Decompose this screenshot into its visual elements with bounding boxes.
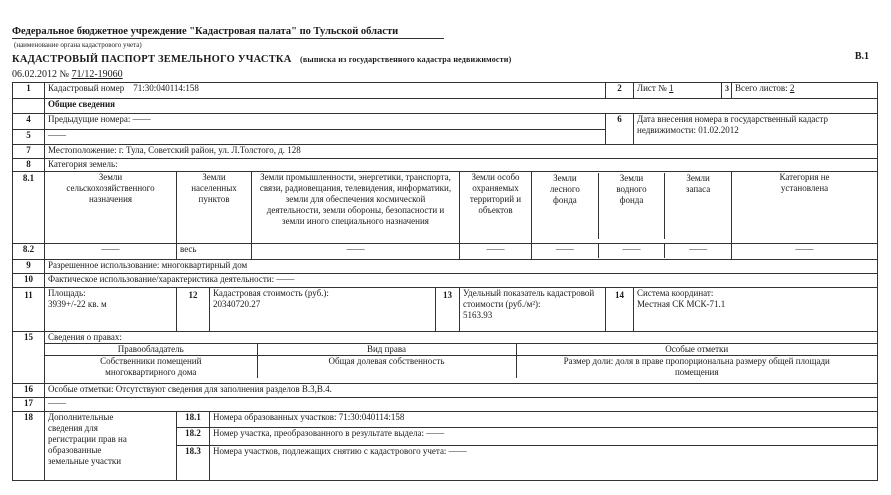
rights-holder: [45, 356, 257, 379]
category-value: ——: [252, 244, 460, 260]
category-line: деятельности, земли обороны, безопасности и: [266, 205, 445, 216]
row-num: 2: [606, 83, 634, 99]
coordinate-system-label: Система координат:: [637, 287, 714, 298]
row-11: [13, 287, 878, 332]
total-sheets-label: Всего листов:: [735, 83, 788, 93]
cadastral-value-label: Кадастровая стоимость (руб.):: [213, 287, 329, 298]
sheet-code: В.1: [854, 51, 869, 62]
row-8-2: [13, 244, 878, 260]
category-line: сельскохозяйственного: [66, 183, 155, 194]
total-sheets-value: 2: [789, 83, 795, 93]
category-line: Земли особо: [471, 172, 520, 183]
specific-value: 5163.93: [463, 309, 493, 320]
general-info-heading: Общие сведения: [45, 98, 878, 113]
category-line: территорий и: [469, 194, 522, 205]
title-main: КАДАСТРОВЫЙ ПАСПОРТ ЗЕМЕЛЬНОГО УЧАСТКА: [12, 54, 292, 65]
special-notes: Особые отметки: Отсутствуют сведения для заполнения разделов В.3,В.4.: [45, 384, 878, 398]
document-number-prefix: №: [59, 69, 70, 80]
area-label: Площадь:: [48, 287, 86, 298]
row-5-value: ——: [45, 129, 606, 144]
rights-header-row: [45, 344, 877, 356]
cadastral-passport-table: [12, 82, 878, 481]
rights-notes: [516, 356, 877, 379]
row-num: 8.2: [13, 244, 45, 260]
category-line: пунктов: [198, 194, 230, 205]
category-line: Земли промышленности, энергетики, транспорта,: [260, 172, 451, 183]
row-8: [13, 159, 878, 172]
category-line: фонда: [553, 195, 577, 206]
row-8-1: [13, 172, 878, 244]
title-subtitle: (выписка из государственного кадастра недвижимости): [299, 55, 512, 64]
category-value: весь: [177, 244, 252, 260]
area-value: 3939+/-22 кв. м: [48, 298, 107, 309]
cadastral-number-value: 71:30:040114:158: [133, 83, 199, 93]
coordinate-system-value: Местная СК МСК-71.1: [637, 298, 726, 309]
row-num: 13: [436, 287, 460, 332]
sheet-number-value: 1: [668, 83, 674, 93]
registration-date-line1: Дата внесения номера в государственный кадастр: [637, 113, 828, 124]
row-num: 16: [13, 384, 45, 398]
category-line: Земли: [619, 173, 644, 184]
org-caption: (наименование органа кадастрового учета): [14, 41, 142, 49]
row-9: [13, 260, 878, 274]
rights-notes-line2: помещения: [674, 367, 719, 378]
empty-num-cell: [13, 98, 45, 113]
registration-date-line2: недвижимости: 01.02.2012: [637, 124, 739, 135]
rights-value-row: [45, 356, 877, 379]
category-not-established: [732, 172, 878, 244]
row-num: 9: [13, 260, 45, 274]
category-line: Категория не: [779, 172, 830, 183]
category-value: ——: [665, 244, 731, 258]
category-reserve: [665, 173, 731, 239]
category-line: населенных: [191, 183, 237, 194]
additional-info-line: образованные: [48, 444, 102, 455]
sheet-number-label: Лист №: [637, 83, 667, 93]
category-line: Земли: [553, 173, 577, 184]
category-line: фонда: [619, 195, 644, 206]
row-num: 1: [13, 83, 45, 99]
row-num: 5: [13, 129, 45, 144]
area-cell: [45, 287, 177, 332]
row-general: [13, 98, 878, 113]
category-line: назначения: [88, 194, 133, 205]
transformed-parcel: Номер участка, преобразованного в результате выдела: ——: [210, 427, 878, 445]
document-number: 71/12-19060: [71, 69, 123, 80]
row-num: 15: [13, 332, 45, 384]
category-line: земли иного специального назначения: [282, 216, 429, 227]
cadastral-number-label: Кадастровый номер: [48, 83, 125, 93]
category-line: Земли: [98, 172, 123, 183]
permitted-use: Разрешенное использование: многоквартирный дом: [45, 260, 878, 274]
category-value-group: [532, 244, 732, 260]
row-num: 8: [13, 159, 45, 172]
row-num: 18.1: [177, 411, 210, 427]
document-date: 06.02.2012: [12, 69, 57, 80]
location: Местоположение: г. Тула, Советский район, ул. Л.Толстого, д. 128: [45, 144, 878, 159]
actual-use: Фактическое использование/характеристика деятельности: ——: [45, 273, 878, 287]
rights-holder-line2: многоквартирного дома: [105, 367, 197, 378]
cadastral-number-cell: [45, 83, 606, 99]
specific-value-label-2: стоимости (руб./м²):: [463, 298, 541, 309]
row-num: 17: [13, 398, 45, 412]
specific-value-cell: [460, 287, 606, 332]
category-line: объектов: [478, 205, 513, 216]
org-underline: [12, 38, 444, 39]
org-name: Федеральное бюджетное учреждение "Кадастровая палата" по Тульской области: [12, 26, 399, 37]
category-line: запаса: [685, 184, 711, 195]
previous-numbers: Предыдущие номера: ——: [45, 113, 606, 129]
category-value: ——: [45, 244, 177, 260]
row-18-1: [13, 411, 878, 427]
sheet-number-cell: [634, 83, 722, 99]
rights-label: Сведения о правах:: [48, 332, 122, 343]
category-protected: [460, 172, 532, 244]
row-num: 18.2: [177, 427, 210, 445]
category-value: ——: [598, 244, 664, 258]
additional-info-line: Дополнительные: [48, 411, 114, 422]
rights-cell: [45, 332, 878, 384]
additional-info-line: земельные участки: [48, 455, 122, 466]
total-sheets-cell: [732, 83, 878, 99]
category-line: связи, радиовещания, телевидения, информатики,: [259, 183, 452, 194]
row-17-value: ——: [45, 398, 878, 412]
category-value: ——: [460, 244, 532, 260]
rights-subtable: [45, 343, 877, 378]
row-16: [13, 384, 878, 398]
category-forest: [532, 173, 598, 239]
row-num: 7: [13, 144, 45, 159]
rights-header-notes: Особые отметки: [516, 344, 877, 356]
cadastral-value: 20340720.27: [213, 298, 261, 309]
row-num: 8.1: [13, 172, 45, 244]
removed-parcels: Номера участков, подлежащих снятию с кадастрового учета: ——: [210, 445, 878, 480]
category-line: земли для обеспечения космической: [285, 194, 426, 205]
category-line: установлена: [780, 183, 829, 194]
row-4: [13, 113, 878, 129]
row-num: 11: [13, 287, 45, 332]
category-line: Земли: [202, 172, 226, 183]
document-date-number: [12, 69, 123, 80]
row-num: 14: [606, 287, 634, 332]
coordinate-system-cell: [634, 287, 878, 332]
row-num: 18: [13, 411, 45, 480]
formed-parcels: Номера образованных участков: 71:30:040114:158: [210, 411, 878, 427]
category-line: охраняемых: [472, 183, 519, 194]
rights-type: Общая долевая собственность: [257, 356, 516, 379]
category-industry: [252, 172, 460, 244]
category-value: ——: [732, 244, 878, 260]
category-group-forest-water-reserve: [532, 172, 732, 244]
specific-value-label-1: Удельный показатель кадастровой: [463, 287, 595, 298]
row-num: 4: [13, 113, 45, 129]
land-category-label: Категория земель:: [45, 159, 878, 172]
row-17: [13, 398, 878, 412]
row-10: [13, 273, 878, 287]
additional-info-label: [45, 411, 177, 480]
document-title: [12, 54, 511, 65]
category-subtable: [532, 173, 731, 239]
category-agricultural: [45, 172, 177, 244]
registration-date: [634, 113, 878, 144]
row-num: 12: [177, 287, 210, 332]
category-value-subtable: [532, 244, 731, 258]
row-15: [13, 332, 878, 384]
category-settlements: [177, 172, 252, 244]
row-7: [13, 144, 878, 159]
cadastral-value-cell: [210, 287, 436, 332]
row-num: 3: [722, 83, 732, 99]
rights-header-type: Вид права: [257, 344, 516, 356]
additional-info-line: регистрации прав на: [48, 433, 127, 444]
row-num: 6: [606, 113, 634, 144]
rights-notes-line1: Размер доли: доля в праве пропорциональна размеру общей площади: [563, 356, 830, 367]
rights-holder-line1: Собственники помещений: [100, 356, 202, 367]
row-num: 10: [13, 273, 45, 287]
category-line: водного: [616, 184, 647, 195]
category-line: Земли: [686, 173, 710, 184]
row-num: 18.3: [177, 445, 210, 480]
additional-info-line: сведения для: [48, 422, 98, 433]
category-value: ——: [555, 244, 574, 255]
row-1: [13, 83, 878, 99]
category-water: [598, 173, 664, 239]
category-line: лесного: [549, 184, 580, 195]
rights-header-holder: Правообладатель: [45, 344, 257, 356]
